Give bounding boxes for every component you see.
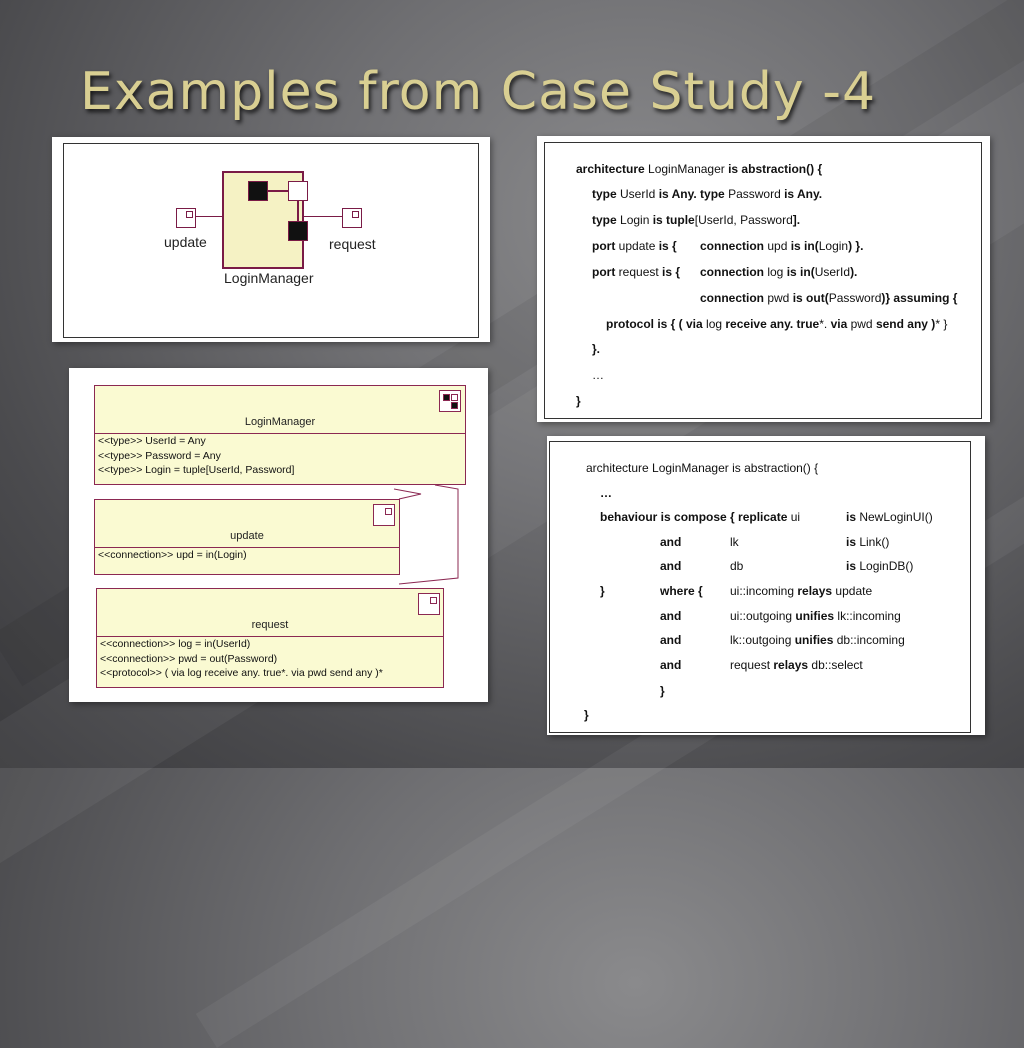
code-token: where { <box>660 584 703 598</box>
code-token: unifies <box>795 609 838 623</box>
code-composition-panel <box>547 436 985 735</box>
code-line <box>592 368 604 382</box>
uml-attribute: <<connection>> pwd = out(Password) <box>100 652 278 665</box>
code-token: relays <box>797 584 836 598</box>
code-token: is Any. type <box>658 187 729 201</box>
code-line <box>660 658 681 672</box>
uml-box-request <box>96 588 444 688</box>
uml-attributes <box>98 548 247 563</box>
port-icon <box>373 504 395 526</box>
code-line <box>660 633 681 647</box>
code-token: is <box>846 559 860 573</box>
update-port-label: update <box>164 234 207 250</box>
code-token: connection <box>700 239 768 253</box>
inner-connector <box>268 190 288 192</box>
code-line <box>730 609 901 623</box>
uml-box-name: update <box>230 530 264 542</box>
uml-box-loginmanager <box>94 385 466 485</box>
code-token: [UserId, Password <box>694 213 793 227</box>
code-token: pwd <box>850 317 876 331</box>
code-token: receive any. true <box>725 317 820 331</box>
code-token: )} assuming { <box>881 291 958 305</box>
code-line <box>846 559 913 573</box>
code-token: request <box>618 265 663 279</box>
code-token: lk::outgoing <box>730 633 795 647</box>
uml-attribute: <<protocol>> ( via log receive any. true*. via pwd send any )* <box>100 667 383 679</box>
code-token: LoginManager <box>652 461 733 475</box>
uml-attribute: <<type>> Password = Any <box>98 449 221 462</box>
code-frame <box>544 142 982 419</box>
code-token: upd <box>767 239 791 253</box>
code-token: behaviour is compose { replicate <box>600 510 791 524</box>
code-line <box>660 684 665 698</box>
code-line <box>730 658 863 672</box>
update-port-icon <box>176 208 196 228</box>
code-line <box>600 510 800 524</box>
code-token: lk::incoming <box>837 609 901 623</box>
code-token: } <box>576 394 581 408</box>
code-token: update <box>618 239 659 253</box>
uml-box-name: request <box>251 619 289 631</box>
code-token: Login <box>818 239 849 253</box>
component-label: LoginManager <box>224 270 314 286</box>
code-line <box>586 461 818 475</box>
code-line <box>846 535 889 549</box>
code-token: request <box>730 658 774 672</box>
code-token: } <box>660 684 665 698</box>
code-token: via <box>830 317 851 331</box>
uml-attribute: <<type>> UserId = Any <box>98 435 206 447</box>
code-line <box>700 239 863 253</box>
code-token: db::incoming <box>836 633 905 647</box>
code-token: and <box>660 535 682 549</box>
uml-attribute: <<type>> Login = tuple[UserId, Password] <box>98 464 295 476</box>
component-diagram-panel <box>52 137 490 342</box>
code-line <box>700 265 857 279</box>
code-line <box>660 609 681 623</box>
code-token: … <box>600 486 612 500</box>
code-line <box>846 510 933 524</box>
code-token: } <box>600 584 605 598</box>
code-token: ui <box>790 510 801 524</box>
code-token: ui::incoming <box>730 584 798 598</box>
code-token: NewLoginUI() <box>859 510 933 524</box>
code-token: and <box>660 658 682 672</box>
code-token: } <box>584 708 589 722</box>
code-token: type <box>592 187 621 201</box>
code-line <box>576 394 581 408</box>
code-token: Login <box>620 213 653 227</box>
code-token: log <box>706 317 726 331</box>
code-token: … <box>592 368 604 382</box>
code-line <box>730 535 739 549</box>
port-icon <box>418 593 440 615</box>
code-token: and <box>660 633 682 647</box>
code-token: *. <box>819 317 831 331</box>
code-token: unifies <box>794 633 837 647</box>
code-line <box>576 162 822 176</box>
slide-title: Examples from Case Study -4 <box>80 62 877 122</box>
code-token: ]. <box>792 213 801 227</box>
code-token: update <box>835 584 873 598</box>
uml-attributes <box>98 434 294 478</box>
code-token: pwd <box>767 291 793 305</box>
login-manager-component <box>222 171 304 269</box>
code-token: is <box>846 510 860 524</box>
code-token: Password <box>728 187 785 201</box>
code-token: and <box>660 609 682 623</box>
code-token: is Any. <box>784 187 823 201</box>
uml-attribute: <<connection>> log = in(UserId) <box>100 638 251 650</box>
code-token: Link() <box>859 535 890 549</box>
code-token: port <box>592 239 619 253</box>
code-line <box>592 213 800 227</box>
inner-block-white <box>288 181 308 201</box>
code-token: ui::outgoing <box>730 609 796 623</box>
code-token: is in( <box>790 239 819 253</box>
uml-diagram-panel <box>69 368 488 702</box>
code-token: ) }. <box>848 239 864 253</box>
code-token: }. <box>592 342 601 356</box>
code-line <box>730 633 905 647</box>
code-token: UserId <box>620 187 659 201</box>
code-token: connection <box>700 265 768 279</box>
code-token: is out( <box>792 291 829 305</box>
code-token: lk <box>730 535 739 549</box>
code-line <box>660 584 703 598</box>
code-token: is <box>846 535 860 549</box>
component-icon <box>439 390 461 412</box>
code-line <box>584 708 589 722</box>
code-token: relays <box>773 658 812 672</box>
uml-attributes <box>100 637 383 681</box>
request-port-link <box>302 216 342 217</box>
code-token: LoginDB() <box>859 559 914 573</box>
request-port-label: request <box>329 236 376 252</box>
code-line <box>592 265 680 279</box>
code-token: ). <box>850 265 858 279</box>
code-token: is { <box>658 239 677 253</box>
code-token: is abstraction() { <box>728 162 823 176</box>
code-line <box>600 584 605 598</box>
code-line <box>606 317 947 331</box>
code-token: * } <box>935 317 948 331</box>
uml-box-update <box>94 499 400 575</box>
code-line <box>660 559 681 573</box>
code-token: db <box>730 559 744 573</box>
uml-attribute: <<connection>> upd = in(Login) <box>98 549 247 561</box>
uml-box-name: LoginManager <box>244 416 316 428</box>
code-token: send any ) <box>875 317 936 331</box>
code-token: LoginManager <box>648 162 729 176</box>
code-line <box>600 486 612 500</box>
code-token: log <box>767 265 787 279</box>
code-token: is in( <box>786 265 815 279</box>
inner-block-black <box>288 221 308 241</box>
code-token: is { <box>662 265 681 279</box>
code-token: type <box>592 213 621 227</box>
update-port-link <box>195 216 224 217</box>
code-token: Password <box>828 291 882 305</box>
code-token: protocol is { ( via <box>606 317 707 331</box>
code-line <box>700 291 957 305</box>
code-abstraction-panel <box>537 136 990 422</box>
code-token: is abstraction() { <box>732 461 819 475</box>
code-line <box>660 535 681 549</box>
code-token: architecture <box>576 162 649 176</box>
code-token: port <box>592 265 619 279</box>
code-line <box>730 584 872 598</box>
code-token: db::select <box>811 658 863 672</box>
code-token: connection <box>700 291 768 305</box>
code-token: architecture <box>586 461 653 475</box>
code-line <box>592 239 677 253</box>
code-line <box>592 187 822 201</box>
code-line <box>592 342 600 356</box>
request-port-icon <box>342 208 362 228</box>
code-token: UserId <box>814 265 851 279</box>
code-line <box>730 559 743 573</box>
code-token: is tuple <box>652 213 695 227</box>
inner-connector <box>297 201 299 221</box>
inner-block-black <box>248 181 268 201</box>
code-token: and <box>660 559 682 573</box>
